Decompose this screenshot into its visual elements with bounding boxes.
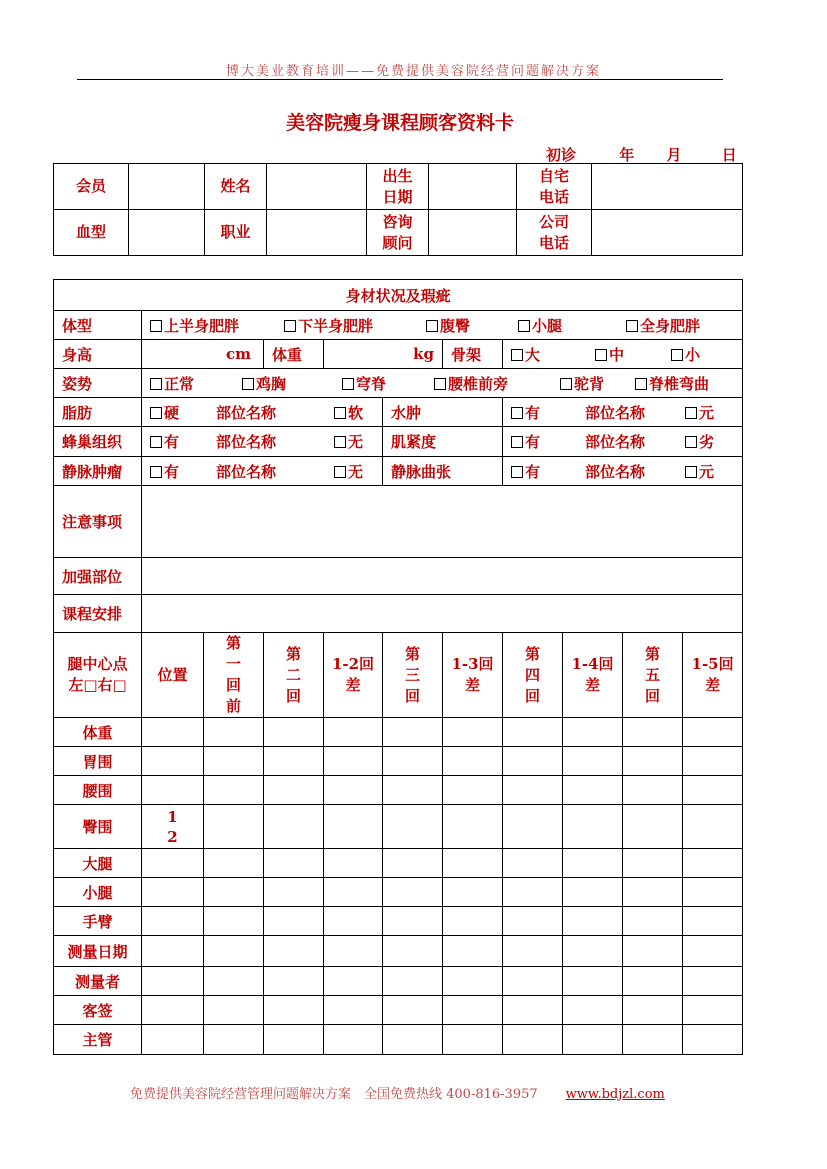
measurement-cell[interactable] [204,907,264,936]
measurement-cell[interactable] [324,878,383,907]
measurement-cell[interactable] [443,1025,503,1055]
firmness-label: 肌紧度 [383,427,503,457]
measurement-cell[interactable] [683,967,743,996]
fat-option-soft[interactable]: 软 [334,402,363,423]
checkbox-icon [511,436,523,448]
varicose-option-none[interactable]: 无 [334,461,363,482]
row-label: 客签 [54,996,142,1025]
checkbox-icon [635,378,647,390]
checkbox-icon [685,436,697,448]
checkbox-icon [626,320,638,332]
measurement-cell[interactable] [623,776,683,805]
measurement-cell[interactable] [563,849,623,878]
position-cell[interactable] [142,936,204,967]
type-option-upper[interactable]: 上半身肥胖 [150,315,284,336]
first-visit-label: 初诊 [546,146,577,164]
measurement-cell[interactable] [683,1025,743,1055]
varicose-label: 静脉肿瘤 [54,457,142,486]
measurement-cell[interactable] [204,878,264,907]
measurement-cell[interactable] [324,996,383,1025]
edema-part-name: 部位名称 [585,403,646,422]
col-round5: 第五回 [623,633,683,718]
cellulite-option-none[interactable]: 无 [334,431,363,452]
varicose-part-name: 部位名称 [216,462,277,481]
height-label: 身高 [54,340,142,369]
company-phone-field[interactable] [592,210,743,256]
measurement-cell[interactable] [683,907,743,936]
measurement-cell[interactable] [623,718,683,747]
measurement-cell[interactable] [563,878,623,907]
measurement-cell[interactable] [443,996,503,1025]
fat-options [142,398,383,427]
measurement-cell[interactable] [683,718,743,747]
col-round2: 第二回 [264,633,324,718]
position-cell[interactable] [142,776,204,805]
measurement-cell[interactable] [623,805,683,849]
measurement-cell[interactable] [204,747,264,776]
checkbox-icon [426,320,438,332]
measurement-cell[interactable] [204,849,264,878]
edema-option-none[interactable]: 元 [685,402,714,423]
cellulite-option-has[interactable]: 有 [150,431,216,452]
measurement-rows [54,718,743,1055]
measurement-cell[interactable] [204,967,264,996]
measurement-cell[interactable] [503,936,563,967]
header-divider [77,79,723,80]
col-round3: 第三回 [383,633,443,718]
notes-label: 注意事项 [54,486,142,558]
measurement-cell[interactable] [443,907,503,936]
measurement-cell[interactable] [443,936,503,967]
row-label: 体重 [54,718,142,747]
weight-unit: kg [413,345,434,363]
posture-option-spine[interactable]: 穹脊 [342,373,434,394]
page-header: 博大美业教育培训——免费提供美容院经营问题解决方案 [225,64,601,79]
hip-position-1: 1 [167,807,178,826]
page-title: 美容院瘦身课程顾客资料卡 [285,112,514,134]
blood-label: 血型 [54,210,129,256]
measurement-cell[interactable] [204,1025,264,1055]
row-label: 小腿 [54,878,142,907]
day-label: 日 [721,146,737,164]
col-diff12: 1-2回差 [324,633,383,718]
edema-label: 水肿 [383,398,503,427]
leg-center-corner: 腿中心点左□右□ [54,633,142,718]
firmness-options [503,427,743,457]
checkbox-icon [150,320,162,332]
measurement-cell[interactable] [443,967,503,996]
measurement-cell[interactable] [383,849,443,878]
name-label: 姓名 [205,164,267,210]
measurement-cell[interactable] [503,1025,563,1055]
measurement-cell[interactable] [563,967,623,996]
frame-label: 骨架 [443,340,503,369]
checkbox-icon [511,407,523,419]
measurement-cell[interactable] [623,849,683,878]
table-row [54,718,743,747]
vein-option-has[interactable]: 有 [511,461,585,482]
fat-label: 脂肪 [54,398,142,427]
position-cell[interactable] [142,718,204,747]
measurement-cell[interactable] [204,776,264,805]
page-footer [130,1083,665,1102]
measurement-cell[interactable] [623,907,683,936]
checkbox-icon [511,466,523,478]
position-cell[interactable] [142,1025,204,1055]
measurement-cell[interactable] [383,936,443,967]
measurement-cell[interactable] [443,776,503,805]
position-cell[interactable] [142,878,204,907]
measurement-cell[interactable] [503,996,563,1025]
measurement-cell[interactable] [383,805,443,849]
measurement-cell[interactable] [683,878,743,907]
checkbox-icon [334,466,346,478]
position-cell[interactable] [142,967,204,996]
table-row [54,878,743,907]
measurement-cell[interactable] [443,878,503,907]
position-cell[interactable] [142,849,204,878]
row-label: 臀围 [54,805,142,849]
checkbox-icon [595,349,607,361]
table-row [54,967,743,996]
measurement-cell[interactable] [383,747,443,776]
measurement-cell[interactable] [683,747,743,776]
col-diff15: 1-5回差 [683,633,743,718]
firmness-part-name: 部位名称 [585,433,646,451]
measurement-cell[interactable] [503,878,563,907]
measurement-cell[interactable] [503,849,563,878]
notes-field[interactable] [142,486,743,558]
measurement-cell[interactable] [383,776,443,805]
checkbox-icon [284,320,296,332]
measurement-cell[interactable] [264,996,324,1025]
measurement-cell[interactable] [683,776,743,805]
table-row [54,747,743,776]
measurement-cell[interactable] [503,805,563,849]
measurement-cell[interactable] [623,1025,683,1055]
checkbox-icon [342,378,354,390]
fat-option-hard[interactable]: 硬 [150,402,216,423]
checkbox-icon [150,407,162,419]
body-type-options [142,311,743,340]
name-field[interactable] [267,164,367,210]
measurement-cell[interactable] [563,907,623,936]
measurement-cell[interactable] [264,776,324,805]
row-label: 大腿 [54,849,142,878]
type-option-lower[interactable]: 下半身肥胖 [284,315,426,336]
measurement-cell[interactable] [623,996,683,1025]
measurement-cell[interactable] [443,747,503,776]
measurement-cell[interactable] [503,747,563,776]
checkbox-icon [434,378,446,390]
measurement-cell[interactable] [264,805,324,849]
frame-option-small[interactable]: 小 [671,344,700,365]
vein-option-none[interactable]: 元 [685,461,714,482]
edema-options [503,398,743,427]
frame-option-large[interactable]: 大 [511,344,595,365]
table-row [54,849,743,878]
measurement-cell[interactable] [324,1025,383,1055]
posture-label: 姿势 [54,369,142,398]
measurement-cell[interactable] [623,936,683,967]
varicose-option-has[interactable]: 有 [150,461,216,482]
checkbox-icon [685,407,697,419]
measurement-cell[interactable] [383,967,443,996]
job-field[interactable] [267,210,367,256]
measurement-cell[interactable] [264,936,324,967]
row-label: 胃围 [54,747,142,776]
strengthen-field[interactable] [142,558,743,595]
measurement-cell[interactable] [264,907,324,936]
home-phone-label: 自宅电话 [517,164,592,210]
height-field[interactable] [142,340,264,369]
row-label: 测量者 [54,967,142,996]
table-row [54,776,743,805]
footer-text: 免费提供美容院经营管理问题解决方案 全国免费热线 400-816-3957 [130,1087,538,1102]
weight-field[interactable] [324,340,443,369]
frame-options [503,340,743,369]
vein-options [503,457,743,486]
measurement-cell[interactable] [683,849,743,878]
checkbox-icon [150,436,162,448]
measurement-cell[interactable] [443,805,503,849]
measurement-cell[interactable] [563,996,623,1025]
measurement-cell[interactable] [623,747,683,776]
body-type-label: 体型 [54,311,142,340]
measurement-cell[interactable] [443,718,503,747]
measurement-cell[interactable] [563,718,623,747]
checkbox-icon [518,320,530,332]
measurement-cell[interactable] [383,907,443,936]
row-label: 腰围 [54,776,142,805]
posture-option-normal[interactable]: 正常 [150,373,242,394]
measurement-cell[interactable] [324,747,383,776]
measurement-cell[interactable] [324,849,383,878]
col-round1: 第一回前 [204,633,264,718]
col-diff13: 1-3回差 [443,633,503,718]
measurement-cell[interactable] [563,776,623,805]
measurement-cell[interactable] [264,878,324,907]
measurement-cell[interactable] [264,718,324,747]
posture-option-chest[interactable]: 鸡胸 [242,373,342,394]
col-round4: 第四回 [503,633,563,718]
checkbox-icon [150,378,162,390]
table-row [54,1025,743,1055]
measurement-cell[interactable] [683,805,743,849]
type-option-calf[interactable]: 小腿 [518,315,626,336]
measurement-cell[interactable] [383,878,443,907]
measurement-cell[interactable] [264,747,324,776]
edema-option-has[interactable]: 有 [511,402,585,423]
type-option-whole[interactable]: 全身肥胖 [626,315,700,336]
measurement-cell[interactable] [204,718,264,747]
measurement-cell[interactable] [503,907,563,936]
strengthen-label: 加强部位 [54,558,142,595]
firmness-option-has[interactable]: 有 [511,431,585,452]
firmness-option-bad[interactable]: 劣 [685,431,714,452]
vein-label: 静脉曲张 [383,457,503,486]
col-position: 位置 [142,633,204,718]
measurement-cell[interactable] [563,936,623,967]
member-label: 会员 [54,164,129,210]
measurement-cell[interactable] [383,1025,443,1055]
member-field[interactable] [129,164,205,210]
measurement-cell[interactable] [204,996,264,1025]
checkbox-icon [150,466,162,478]
fat-part-name: 部位名称 [216,403,277,422]
table-row [54,805,743,849]
measurement-cell[interactable] [683,936,743,967]
blood-field[interactable] [129,210,205,256]
table-row [54,996,743,1025]
measurement-cell[interactable] [204,805,264,849]
consultant-label: 咨询顾问 [367,210,429,256]
posture-option-lumbar[interactable]: 腰椎前旁 [434,373,560,394]
posture-option-hunchback[interactable]: 驼背 [560,373,635,394]
measurement-cell[interactable] [264,849,324,878]
hip-position-2: 2 [167,827,178,846]
year-label: 年 [619,146,635,164]
measurement-cell[interactable] [563,805,623,849]
vein-part-name: 部位名称 [585,462,646,481]
measurement-cell[interactable] [264,1025,324,1055]
measurement-cell[interactable] [683,996,743,1025]
measurement-cell[interactable] [563,1025,623,1055]
month-label: 月 [666,146,682,164]
measurement-cell[interactable] [503,776,563,805]
type-option-abdomen[interactable]: 腹臀 [426,315,518,336]
measurement-cell[interactable] [324,936,383,967]
measurement-cell[interactable] [383,718,443,747]
frame-option-medium[interactable]: 中 [595,344,671,365]
position-cell[interactable] [142,805,204,849]
checkbox-icon [671,349,683,361]
basic-info-table [53,163,743,256]
checkbox-icon [334,407,346,419]
checkbox-icon [685,466,697,478]
measurement-cell[interactable] [503,718,563,747]
row-label: 测量日期 [54,936,142,967]
consultant-field[interactable] [429,210,517,256]
row-label: 手臂 [54,907,142,936]
table-row [54,907,743,936]
job-label: 职业 [205,210,267,256]
measurement-cell[interactable] [443,849,503,878]
checkbox-icon [560,378,572,390]
company-phone-label: 公司电话 [517,210,592,256]
footer-link[interactable]: www.bdjzl.com [565,1087,665,1102]
body-condition-table [53,279,743,1055]
measurement-cell[interactable] [623,967,683,996]
measurement-cell[interactable] [324,967,383,996]
measurement-cell[interactable] [324,805,383,849]
schedule-label: 课程安排 [54,595,142,633]
section-title: 身材状况及瑕疵 [54,280,743,311]
height-unit: cm [225,345,251,363]
col-diff14: 1-4回差 [563,633,623,718]
checkbox-icon [242,378,254,390]
measurement-cell[interactable] [503,967,563,996]
birth-field[interactable] [429,164,517,210]
table-row [54,936,743,967]
birth-label: 出生日期 [367,164,429,210]
measurement-cell[interactable] [324,907,383,936]
position-cell[interactable] [142,907,204,936]
posture-options [142,369,743,398]
cellulite-options [142,427,383,457]
measurement-cell[interactable] [264,967,324,996]
checkbox-icon [511,349,523,361]
position-cell[interactable] [142,747,204,776]
posture-option-scoliosis[interactable]: 脊椎弯曲 [635,373,709,394]
date-line [546,144,737,165]
measurement-cell[interactable] [563,747,623,776]
cellulite-label: 蜂巢组织 [54,427,142,457]
measurement-cell[interactable] [204,936,264,967]
measurement-cell[interactable] [383,996,443,1025]
row-label: 主管 [54,1025,142,1055]
position-cell[interactable] [142,996,204,1025]
measurement-cell[interactable] [324,776,383,805]
varicose-options [142,457,383,486]
measurement-cell[interactable] [324,718,383,747]
checkbox-icon [334,436,346,448]
schedule-field[interactable] [142,595,743,633]
weight-label: 体重 [264,340,324,369]
measurement-cell[interactable] [623,878,683,907]
cellulite-part-name: 部位名称 [216,433,277,451]
home-phone-field[interactable] [592,164,743,210]
